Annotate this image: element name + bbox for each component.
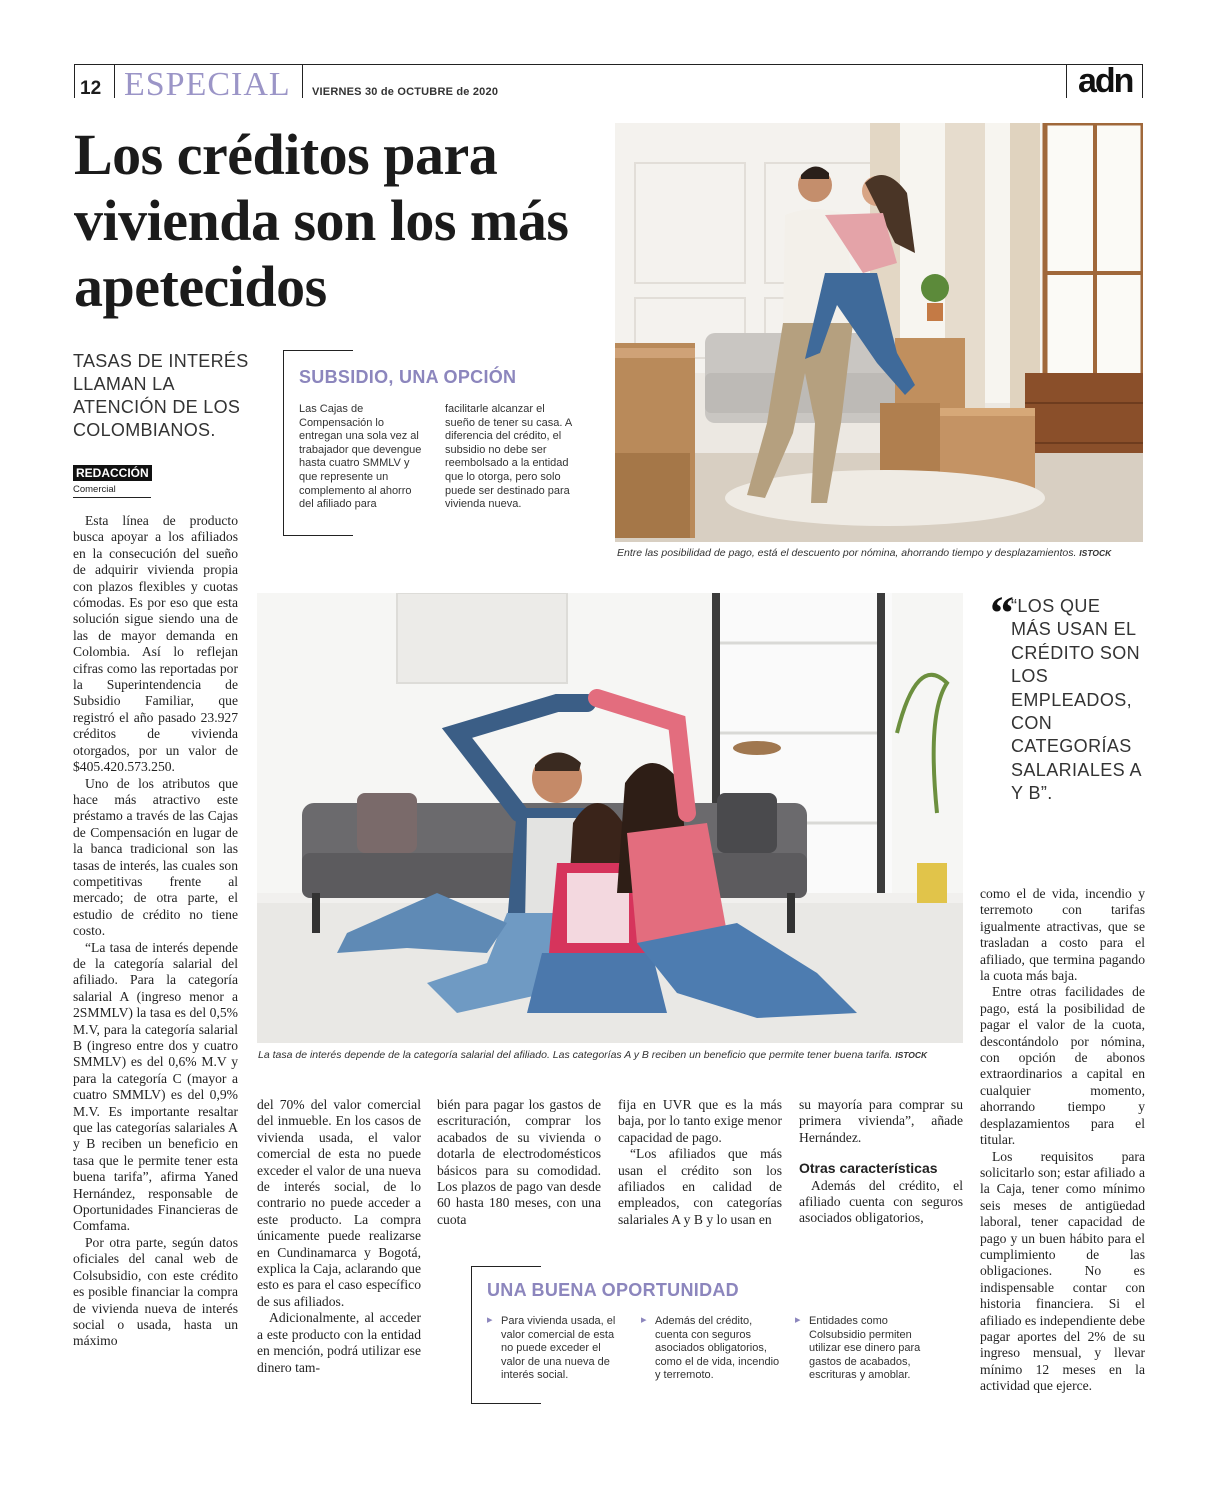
- byline-desk: Comercial: [73, 482, 151, 498]
- article-column-2: [257, 1097, 421, 1376]
- photo2-credit: ISTOCK: [895, 1050, 928, 1060]
- oportunidad-box-rule-top: [471, 1266, 541, 1267]
- oportunidad-list: [641, 1315, 781, 1383]
- photo2-caption: [258, 1049, 962, 1061]
- subheading: Otras características: [799, 1160, 938, 1177]
- paragraph: como el de vida, incendio y terremoto con tarifas igualmente atractivas, que se trasladan a costo para el afiliado, que termina pagando la cuota más baja.: [980, 886, 1145, 984]
- couple-moving-photo: [615, 123, 1143, 542]
- paragraph: Uno de los atributos que hace más atractivo este préstamo a través de las Cajas de Compensación en lugar de la banca tradicional son las tasas de interés, las cuales son competitivas frente al mercado; de otra parte, el estudio de crédito no tiene costo.: [73, 775, 238, 939]
- photo1-credit: ISTOCK: [1079, 548, 1112, 558]
- quote-mark-icon: “: [990, 587, 1014, 640]
- subsidio-box-rule-top: [283, 350, 353, 351]
- article-column-3: [437, 1097, 601, 1228]
- paragraph: Entre otras facilidades de pago, está la posibilidad de pagar el valor de la cuota, descontándolo por nómina, con opción de abonos extraordinarios a capital en cualquier momento, ahorrando tiempo y desplazamientos para el titular.: [980, 984, 1145, 1148]
- publication-logo: adn: [1078, 62, 1133, 100]
- list-item: ▸ Para vivienda usada, el valor comercial de esta no puede exceder el valor de una nueva de interés social.: [487, 1315, 627, 1383]
- photo2-caption-text: La tasa de interés depende de la categoría salarial del afiliado. Las categorías A y B reciben un beneficio que permite tener buena tarifa.: [258, 1049, 893, 1061]
- header-divider: [74, 64, 75, 98]
- subsidio-box-rule-left: [283, 350, 284, 536]
- header-divider: [1142, 64, 1143, 98]
- paragraph: “La tasa de interés depende de la categoría salarial del afiliado. Para la categoría salarial A (ingreso menor a 2SMMLV) la tasa es del 0,5% M.V, para la categoría salarial B (ingreso entre dos y cuatro SMMLV) es del 0,6% M.V y para la categoría C (mayor a cuatro SMMLV) es del 0,9% M.V. Es importante resaltar que las categorías salariales A y B reciben un beneficio en tasa que le permite tener esta buena tarifa”, afirma Yaned Hernández, responsable de Oportunidades Financieras de Comfama.: [73, 939, 238, 1234]
- header-divider: [114, 64, 115, 98]
- paragraph: del 70% del valor comercial del inmueble. En los casos de vivienda usada, el valor comercial de esta no puede exceder el valor de una nueva de interés social, de lo contrario no puede acceder a este producto. La compra únicamente puede realizarse en Cundinamarca y Bogotá, explica la Caja, aclarando que esto es para el caso específico de sus afiliados.: [257, 1097, 421, 1309]
- pull-quote: “LOS QUE MÁS USAN EL CRÉDITO SON LOS EMPLEADOS, CON CATEGORÍAS SALARIALES A Y B”.: [1011, 596, 1141, 804]
- paragraph: Además del crédito, el afiliado cuenta con seguros asociados obligatorios,: [799, 1177, 963, 1226]
- paragraph: Esta línea de producto busca apoyar a los afiliados en la consecución del sueño de adquirir vivienda propia con plazos flexibles y cuotas cómodas. Es por eso que esta solución sigue siendo una de las de mayor demanda en Colombia. Así lo reflejan cifras como las reportadas por la Superintendencia de Subsidio Familiar, que registró el año pasado 23.927 créditos de vivienda otorgados, por un valor de $405.420.573.250.: [73, 513, 238, 775]
- subsidio-box-text-1: Las Cajas de Compensación lo entregan una sola vez al trabajador que devengue hasta cuatro SMMLV y que represente un complemento al ahorro del afiliado para: [299, 403, 422, 511]
- header-divider: [302, 64, 303, 98]
- photo1-caption: [617, 547, 1143, 559]
- family-photo: [257, 593, 963, 1043]
- article-column-6: [980, 886, 1145, 1395]
- issue-date: VIERNES 30 de OCTUBRE de 2020: [312, 86, 499, 98]
- subsidio-box-text-2: facilitarle alcanzar el sueño de tener su casa. A diferencia del crédito, el subsidio no debe ser reembolsado a la entidad que lo otorga, pero solo puede ser destinado para vivienda nueva.: [445, 403, 572, 511]
- oportunidad-list: [487, 1315, 627, 1383]
- paragraph: fija en UVR que es la más baja, por lo tanto exige menor capacidad de pago.: [618, 1097, 782, 1145]
- byline: [73, 464, 152, 498]
- headline: Los créditos para vivienda son los más apetecidos: [74, 122, 569, 319]
- subsidio-box-title: SUBSIDIO, UNA OPCIÓN: [299, 367, 517, 387]
- paragraph: “Los afiliados que más usan el crédito son los afiliados en calidad de empleados, con categorías salariales A y B y lo usan en: [618, 1146, 782, 1227]
- oportunidad-box-title: UNA BUENA OPORTUNIDAD: [487, 1280, 739, 1300]
- section-title: ESPECIAL: [124, 66, 291, 103]
- paragraph: su mayoría para comprar su primera vivienda”, añade Hernández.: [799, 1097, 963, 1145]
- oportunidad-box-rule-bottom: [471, 1403, 541, 1404]
- paragraph: Adicionalmente, al acceder a este producto con la entidad en mención, podrá utilizar ese dinero tam-: [257, 1310, 421, 1375]
- oportunidad-list: [795, 1315, 935, 1383]
- lede: TASAS DE INTERÉS LLAMAN LA ATENCIÓN DE LOS COLOMBIANOS.: [73, 351, 249, 440]
- oportunidad-box-rule-left: [471, 1266, 472, 1404]
- list-item: ▸ Además del crédito, cuenta con seguros asociados obligatorios, como el de vida, incendio y terremoto.: [641, 1315, 781, 1383]
- article-column-5: [799, 1097, 963, 1227]
- header-divider: [1066, 64, 1067, 98]
- byline-author: REDACCIÓN: [73, 465, 152, 481]
- paragraph: bién para pagar los gastos de escrituración, comprar los acabados de su vivienda o dotarla de electrodomésticos básicos para su comodidad. Los plazos de pago van desde 60 hasta 180 meses, con una cuota: [437, 1097, 601, 1227]
- paragraph: Por otra parte, según datos oficiales del canal web de Colsubsidio, con este crédito es posible financiar la compra de vivienda nueva de interés social o usada, hasta un máximo: [73, 1234, 238, 1349]
- paragraph: Los requisitos para solicitarlo son; estar afiliado a la Caja, tener como mínimo seis meses de antigüedad laboral, tener capacidad de pago y un buen hábito para el cumplimiento de las obligaciones. No es indispensable contar con historia financiera. Si el afiliado es independiente debe pagar aportes del 2% de su ingreso mensual, y llevar mínimo 12 meses en la actividad que ejerce.: [980, 1148, 1145, 1394]
- subsidio-box-rule-bottom: [283, 535, 353, 536]
- page-number: 12: [80, 78, 102, 99]
- article-column-1: [73, 513, 238, 1350]
- header-rule: [74, 64, 1143, 65]
- list-item: ▸ Entidades como Colsubsidio permiten utilizar ese dinero para gastos de acabados, escrituras y amoblar.: [795, 1315, 935, 1383]
- photo1-caption-text: Entre las posibilidad de pago, está el descuento por nómina, ahorrando tiempo y desplazamientos.: [617, 547, 1077, 559]
- article-column-4: [618, 1097, 782, 1228]
